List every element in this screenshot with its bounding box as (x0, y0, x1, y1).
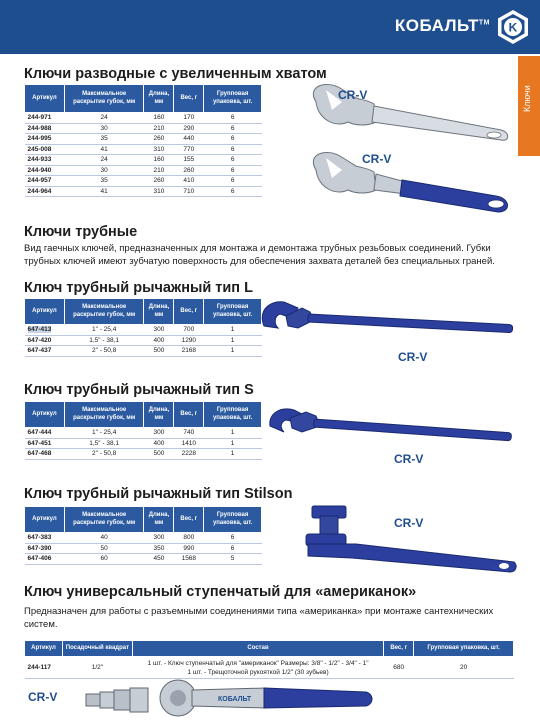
col-header: Групповая упаковка, шт. (204, 507, 262, 533)
col-header: Посадочный квадрат (62, 641, 132, 657)
table-row: 244-971 24 160 170 6 (25, 113, 262, 124)
stepped-key-image (84, 684, 154, 714)
table-type-s (24, 401, 262, 460)
col-header: Длина, мм (144, 299, 174, 325)
table-row: 245-008 41 310 770 6 (25, 144, 262, 155)
table-row: 244-117 1/2" 1 шт. - Ключ ступенчатый для "американок" Размеры: 3/8" - 1/2" - 3/4" - 1" 1 шт. - Трещоточной рукояткой 1/2" (30 зубьев) 680 20 (25, 657, 514, 679)
material-label: CR-V (338, 88, 368, 102)
material-label: CR-V (398, 350, 428, 364)
col-header: Максимальное раскрытие губок, мм (64, 507, 144, 533)
col-header: Состав (132, 641, 383, 657)
table-row: 647-437 2" - 50,8 500 2168 1 (25, 346, 262, 357)
section-title-adjustable: Ключи разводные с увеличенным хватом (24, 66, 327, 82)
col-header: Вес, г (174, 507, 204, 533)
material-label: CR-V (394, 452, 424, 466)
section-title-pipe-wrenches: Ключи трубные (24, 224, 138, 240)
table-row: 647-406 60 450 1568 5 (25, 554, 262, 565)
col-header: Артикул (25, 402, 65, 428)
col-header: Длина, мм (144, 402, 174, 428)
section-title-universal: Ключ универсальный ступенчатый для «американок» (24, 584, 417, 600)
col-header: Групповая упаковка, шт. (414, 641, 514, 657)
pipe-wrench-stilson-image (286, 504, 518, 574)
svg-text:КОБАЛЬТ: КОБАЛЬТ (218, 696, 252, 703)
brand-header (0, 0, 540, 54)
col-header: Артикул (25, 507, 65, 533)
col-header: Вес, г (174, 85, 204, 113)
brand-logo-icon (494, 8, 532, 46)
adjustable-wrench-chrome-image (296, 82, 516, 144)
table-row: 647-451 1,5" - 38,1 400 1410 1 (25, 438, 262, 449)
col-header: Максимальное раскрытие губок, мм (64, 85, 144, 113)
svg-text:K: K (508, 20, 518, 35)
table-row: 244-995 35 260 440 6 (25, 134, 262, 145)
section-title-type-l: Ключ трубный рычажный тип L (24, 280, 253, 296)
col-header: Вес, г (384, 641, 414, 657)
category-tab[interactable] (518, 56, 540, 156)
table-row: 647-413 1" - 25,4 300 700 1 (25, 325, 262, 336)
table-row: 647-468 2" - 50,8 500 2228 1 (25, 449, 262, 460)
table-row: 244-988 30 210 290 6 (25, 123, 262, 134)
table-row: 244-940 30 210 260 6 (25, 165, 262, 176)
table-stilson (24, 506, 262, 565)
brand-name: КОБАЛЬТ™ (394, 16, 490, 35)
pipe-wrench-l-image (258, 298, 518, 338)
col-header: Артикул (25, 299, 65, 325)
col-header: Максимальное раскрытие губок, мм (64, 299, 144, 325)
table-row: 647-383 40 300 800 6 (25, 533, 262, 544)
universal-description: Предназначен для работы с разъемными соединениями типа «американка» при монтаже сантехнических систем. (24, 606, 494, 630)
adjustable-wrench-grip-image (296, 150, 516, 216)
table-row: 647-444 1" - 25,4 300 740 1 (25, 428, 262, 439)
table-row: 647-390 50 350 990 6 (25, 543, 262, 554)
table-row: 244-933 24 160 155 6 (25, 155, 262, 166)
col-header: Артикул (25, 85, 65, 113)
col-header: Артикул (25, 641, 63, 657)
col-header: Длина, мм (144, 507, 174, 533)
col-header: Максимальное раскрытие губок, мм (64, 402, 144, 428)
table-row: 244-964 41 310 710 6 (25, 186, 262, 197)
ratchet-handle-image (156, 674, 376, 720)
material-label: CR-V (394, 516, 424, 530)
col-header: Групповая упаковка, шт. (204, 85, 262, 113)
material-label: CR-V (28, 690, 58, 704)
section-title-type-s: Ключ трубный рычажный тип S (24, 382, 254, 398)
table-type-l (24, 298, 262, 357)
category-tab-label: Ключи (522, 85, 532, 112)
material-label: CR-V (362, 152, 392, 166)
pipe-wrench-s-image (266, 404, 518, 444)
table-adjustable (24, 84, 262, 197)
table-row: 647-420 1,5" - 38,1 400 1290 1 (25, 335, 262, 346)
table-row: 244-957 35 260 410 6 (25, 176, 262, 187)
col-header: Групповая упаковка, шт. (204, 299, 262, 325)
col-header: Вес, г (174, 299, 204, 325)
pipe-wrenches-description: Вид гаечных ключей, предназначенных для монтажа и демонтажа трубных резьбовых соединений. Губки трубных ключей имеют зубчатую поверхность для обеспечения захвата деталей без специальных граней. (24, 243, 495, 267)
col-header: Длина, мм (144, 85, 174, 113)
col-header: Вес, г (174, 402, 204, 428)
col-header: Групповая упаковка, шт. (204, 402, 262, 428)
section-title-stilson: Ключ трубный рычажный тип Stilson (24, 486, 293, 502)
